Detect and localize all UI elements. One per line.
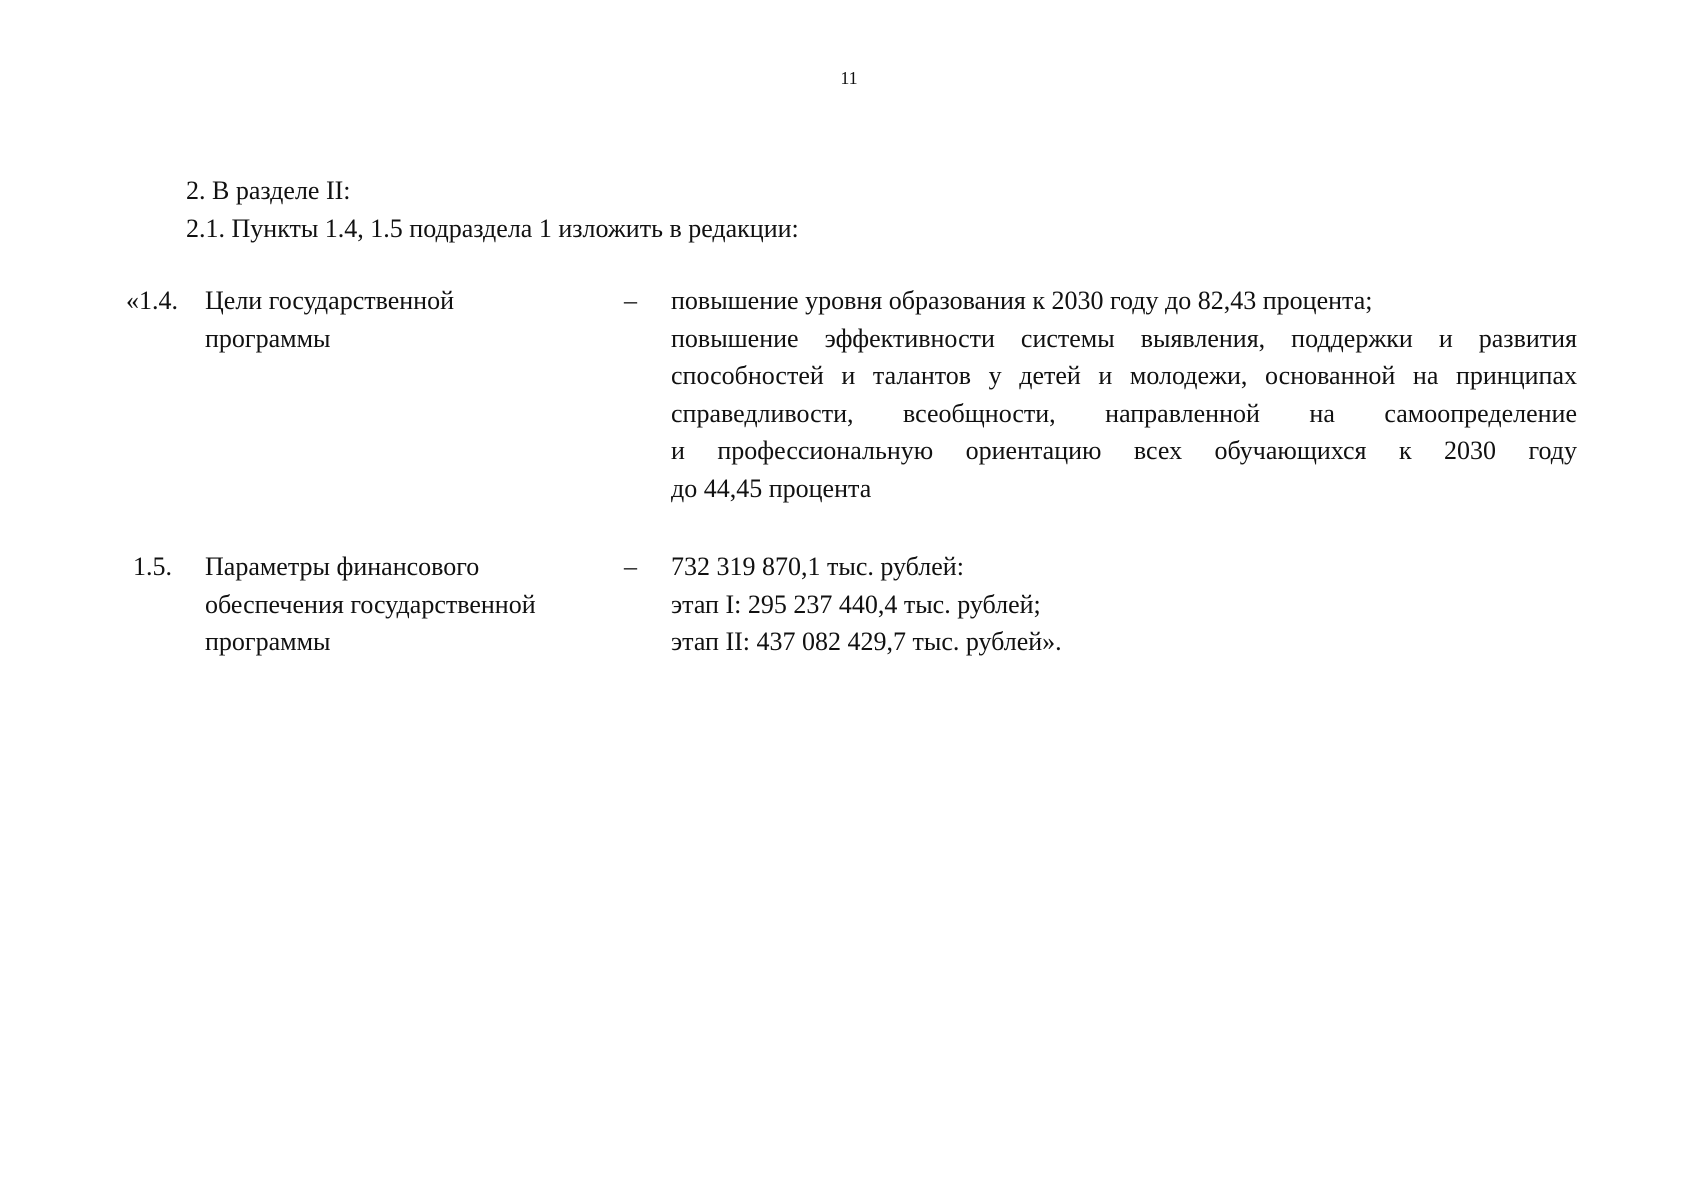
item-label-line: обеспечения государственной xyxy=(205,589,536,619)
intro-line-amendment: 2.1. Пункты 1.4, 1.5 подраздела 1 изложить в редакции: xyxy=(186,214,799,243)
item-content-line: до 44,45 процента xyxy=(671,473,872,503)
page-number: 11 xyxy=(840,68,858,88)
item-content xyxy=(671,548,1577,661)
item-content-line: и профессиональную ориентацию всех обучающихся к 2030 году xyxy=(671,436,1577,465)
item-number: 1.5. xyxy=(133,552,172,581)
item-label xyxy=(205,548,605,661)
item-content-line: 732 319 870,1 тыс. рублей: xyxy=(671,552,964,581)
item-number: «1.4. xyxy=(126,286,178,315)
item-content-line: этап II: 437 082 429,7 тыс. рублей». xyxy=(671,627,1062,656)
item-content-line: повышение эффективности системы выявления, поддержки и развития xyxy=(671,323,1577,353)
item-label xyxy=(205,282,605,357)
item-content-line: повышение уровня образования к 2030 году до 82,43 процента; xyxy=(671,286,1373,315)
item-content xyxy=(671,282,1577,507)
item-dash: – xyxy=(624,286,637,315)
item-label-line: программы xyxy=(205,627,331,656)
item-content-line: способностей и талантов у детей и молодежи, основанной на принципах xyxy=(671,361,1577,390)
item-label-line: Параметры финансового xyxy=(205,552,480,581)
item-content-line: справедливости, всеобщности, направленной на самоопределение xyxy=(671,398,1577,428)
item-label-line: программы xyxy=(205,323,331,353)
item-dash: – xyxy=(624,552,637,581)
item-content-line: этап I: 295 237 440,4 тыс. рублей; xyxy=(671,589,1041,619)
item-label-line: Цели государственной xyxy=(205,286,455,315)
intro-line-section: 2. В разделе II: xyxy=(186,176,351,205)
